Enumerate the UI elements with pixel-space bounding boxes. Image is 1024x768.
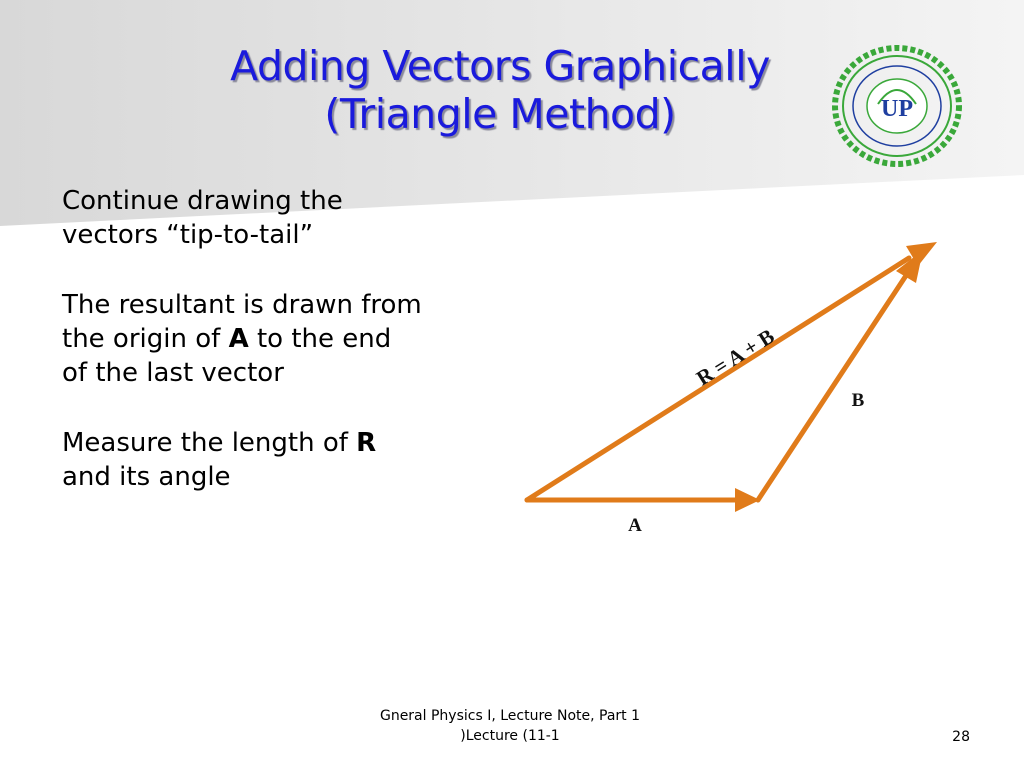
footer-line-1: Gneral Physics I, Lecture Note, Part 1 [379,708,641,724]
label-b: B [851,390,865,411]
label-r-equation: R = A + B [692,323,779,391]
body-text: vectors “tip-to-tail” [62,220,314,250]
slide-number: 28 [952,729,970,745]
paragraph-resultant [62,288,502,390]
vector-a-symbol: A [228,324,249,354]
label-a: A [628,515,642,536]
vector-r-symbol: R [356,428,377,458]
footer-caption [330,706,690,746]
body-text: The resultant is drawn from [62,290,422,320]
body-text: to the end [248,324,392,354]
logo-monogram: UP [881,96,913,122]
footer-line-2: )Lecture (11-1 [460,728,560,744]
body-text: Measure the length of [62,428,357,458]
university-logo [826,42,968,170]
title-line-1: Adding Vectors Graphically [230,42,770,90]
body-text: of the last vector [62,358,284,388]
body-text: the origin of [62,324,229,354]
title-line-2: (Triangle Method) [324,90,676,138]
body-text: Continue drawing the [62,186,343,216]
paragraph-tip-to-tail [62,184,502,252]
body-text: and its angle [62,462,231,492]
slide-title [200,42,800,138]
slide-body [62,184,502,530]
vector-triangle-diagram [515,235,945,540]
paragraph-measure [62,426,502,494]
